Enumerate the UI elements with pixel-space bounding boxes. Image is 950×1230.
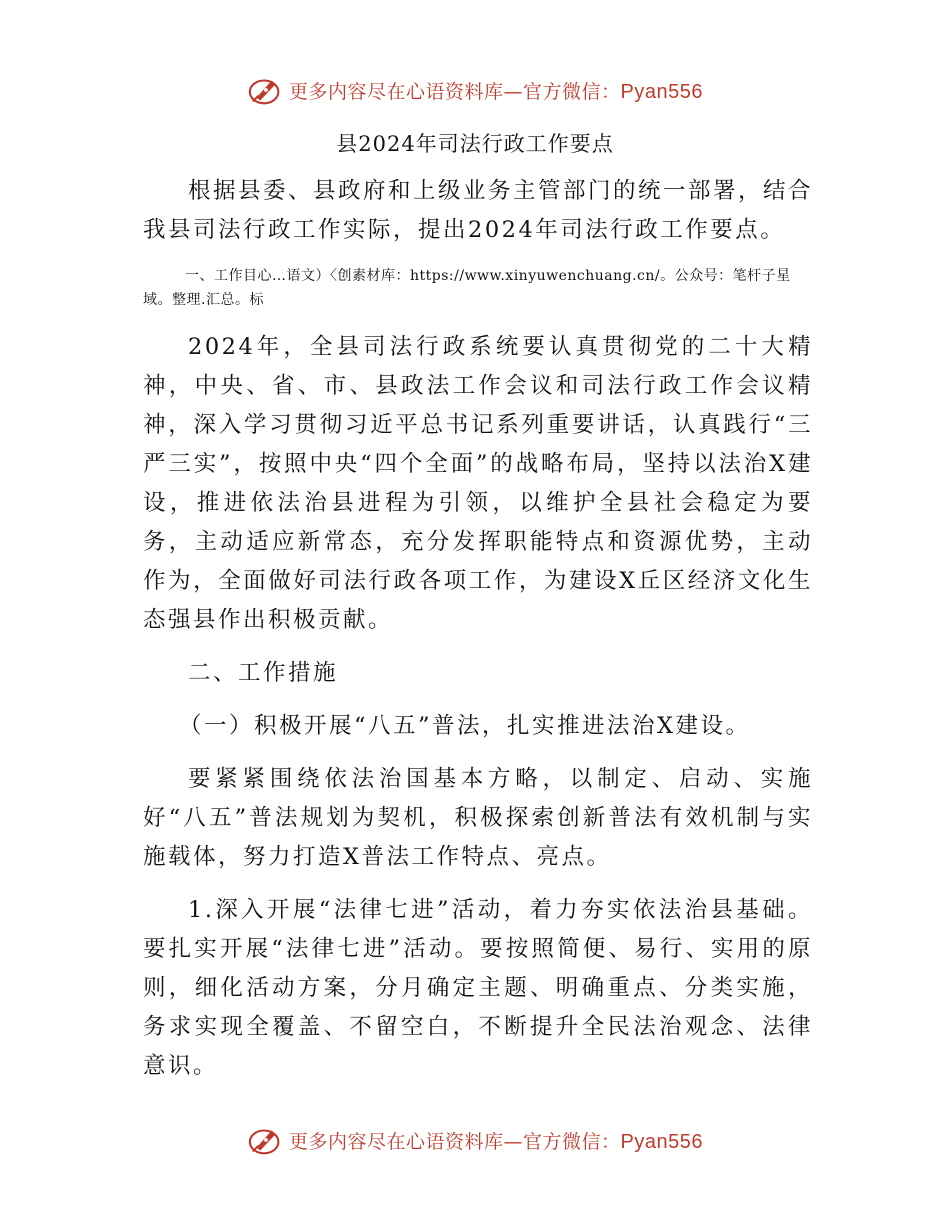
item1-heading: 1.深入开展“法律七进”活动，着力夯实依法治县基础。 xyxy=(188,897,813,923)
goal-paragraph: 2024年，全县司法行政系统要认真贯彻党的二十大精神，中央、省、市、县政法工作会议和司法行政工作会议精神，深入学习贯彻习近平总书记系列重要讲话，认真践行“三严三实”，按照中央“四个全面”的战略布局，坚持以法治X建设，推进依法治县进程为引领，以维护全县社会稳定为要务，主动适应新常态，充分发挥职能特点和资源优势，主动作为，全面做好司法行政各项工作，为建设X丘区经济文化生态强县作出积极贡献。 xyxy=(143,334,813,633)
subsection1-body: 要紧紧围绕依法治国基本方略，以制定、启动、实施好“八五”普法规划为契机，积极探索创新普法有效机制与实施载体，努力打造X普法工作特点、亮点。 xyxy=(143,766,813,870)
pen-nib-logo-icon xyxy=(247,1122,285,1158)
section2-heading: 二、工作措施 xyxy=(188,660,339,686)
banner-slogan: 更多内容尽在心语资料库—官方微信： xyxy=(289,1130,621,1153)
intro-paragraph: 根据县委、县政府和上级业务主管部门的统一部署，结合我县司法行政工作实际，提出2024年司法行政工作要点。 xyxy=(143,178,814,243)
banner-wechat-id: Pyan556 xyxy=(620,80,703,103)
item1-body: 要扎实开展“法律七进”活动。要按照简便、易行、实用的原则，细化活动方案，分月确定主题、明确重点、分类实施，务求实现全覆盖、不留空白，不断提升全民法治观念、法律意识。 xyxy=(143,936,813,1079)
header-banner xyxy=(0,70,950,110)
watermark-line: 一、工作目心…语文）〈创素材库：https://www.xinyuwenchuang.cn/。公众号：笔杆子星域。整理.汇总。标 xyxy=(143,268,791,308)
document-body xyxy=(143,172,813,1086)
banner-wechat-id: Pyan556 xyxy=(620,1130,703,1153)
subsection1-heading: （一）积极开展“八五”普法，扎实推进法治X建设。 xyxy=(179,713,751,739)
banner-text xyxy=(289,77,703,104)
item1-heading-and-body xyxy=(143,891,813,1086)
footer-banner xyxy=(0,1120,950,1160)
banner-text xyxy=(289,1127,703,1154)
document-title: 县2024年司法行政工作要点 xyxy=(336,132,614,156)
pen-nib-logo-icon xyxy=(247,72,285,108)
banner-slogan: 更多内容尽在心语资料库—官方微信： xyxy=(289,80,621,103)
